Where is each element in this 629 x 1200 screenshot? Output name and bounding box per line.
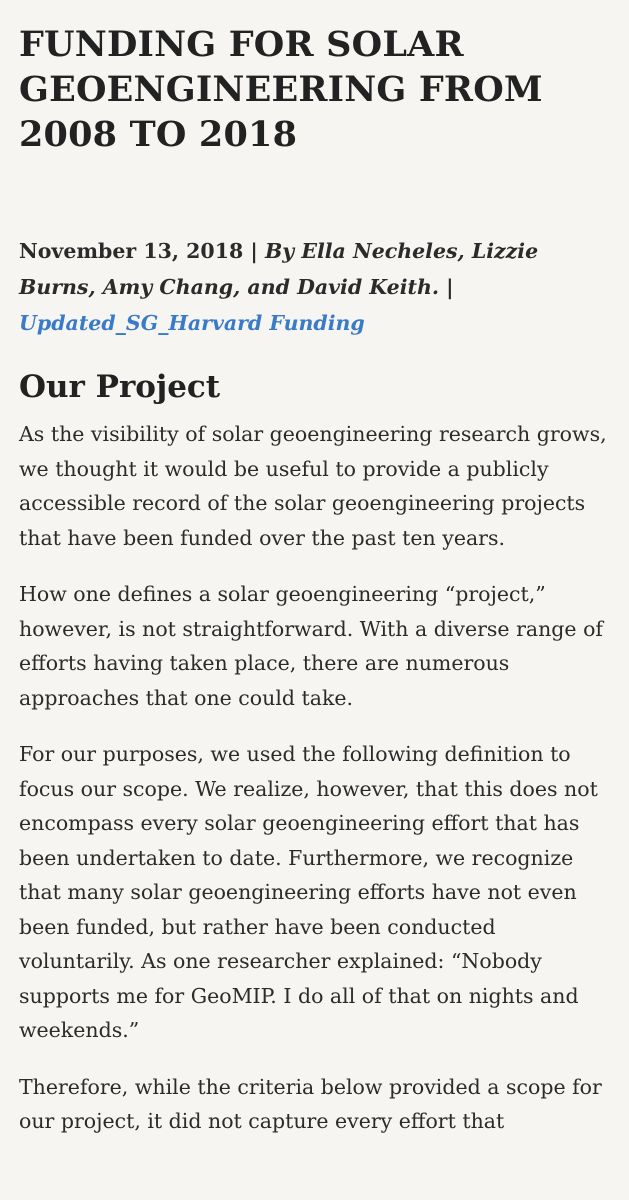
article-meta xyxy=(19,233,615,341)
article-byline: By Ella Necheles, Lizzie Burns, Amy Chang, and David Keith. xyxy=(19,239,539,299)
body-paragraph: How one defines a solar geoengineering “project,” however, is not straightforward. With a diverse range of efforts having taken place, there are numerous approaches that one could take. xyxy=(19,582,604,710)
article-date: November 13, 2018 xyxy=(19,239,244,263)
funding-attachment-link[interactable]: Updated_SG_Harvard Funding xyxy=(19,311,365,335)
body-paragraph: Therefore, while the criteria below provided a scope for our project, it did not capture every effort that xyxy=(19,1074,602,1133)
body-paragraph: For our purposes, we used the following definition to focus our scope. We realize, however, that this does not encompass every solar geoengineering effort that has been undertaken to date. Furthermore, we recognize that many solar geoengineering efforts have not even been funded, but rather have been conducted voluntarily. As one researcher explained: “Nobody supports me for GeoMIP. I do all of that on nights and weekends.” xyxy=(19,742,598,1042)
meta-separator: | xyxy=(243,239,265,263)
body-paragraph: As the visibility of solar geoengineering research grows, we thought it would be useful to provide a publicly accessible record of the solar geoengineering projects that have been funded over the past ten years. xyxy=(19,422,607,550)
meta-separator: | xyxy=(439,275,454,299)
section-heading: Our Project xyxy=(19,369,221,405)
article-title: FUNDING FOR SOLAR GEOENGINEERING FROM 2008 TO 2018 xyxy=(19,24,543,155)
